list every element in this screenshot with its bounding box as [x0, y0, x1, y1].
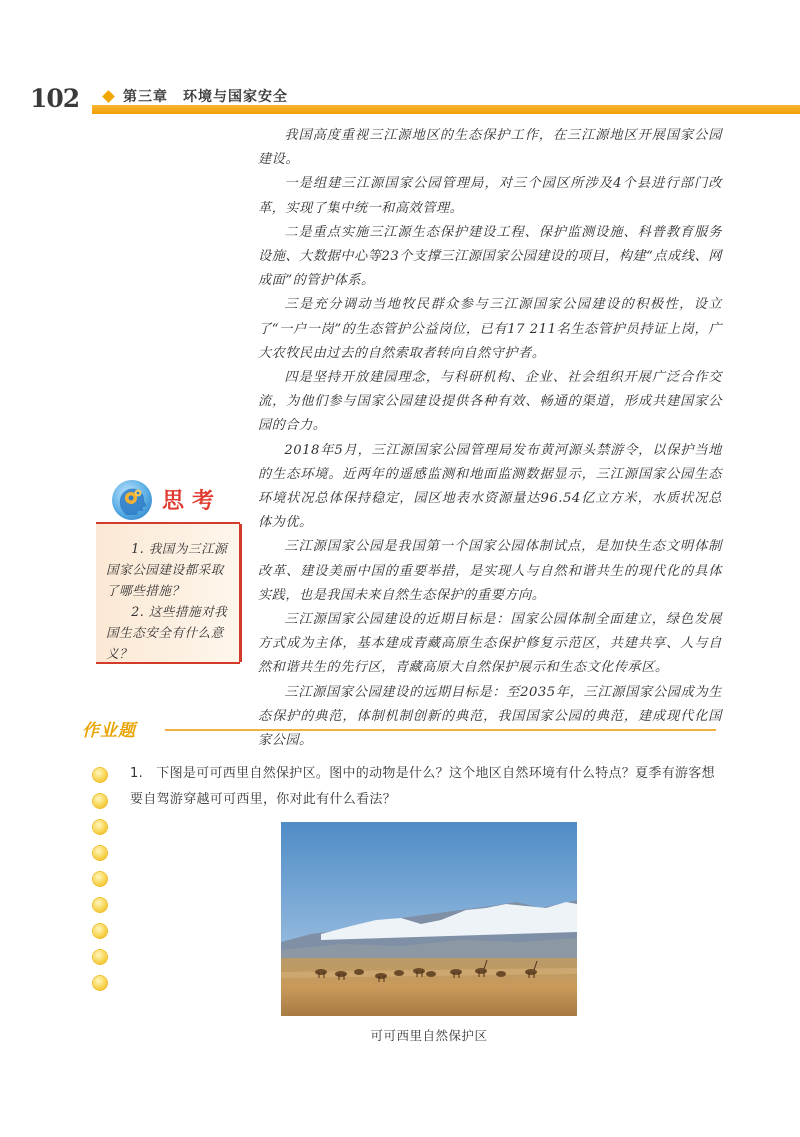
think-label: 思考 — [162, 489, 223, 514]
header-bar — [92, 105, 800, 114]
dot-icon — [93, 846, 107, 860]
think-question: 2. 这些措施对我国生态安全有什么意义？ — [106, 604, 228, 661]
dot-icon — [93, 976, 107, 990]
paragraph: 三是充分调动当地牧民群众参与三江源国家公园建设的积极性，设立了“一户一岗”的生态管护公益岗位，已有17 211名生态管护员持证上岗，广大农牧民由过去的自然索取者转向自然守护者。 — [258, 297, 722, 361]
dot-icon — [93, 872, 107, 886]
diamond-icon — [102, 90, 115, 103]
think-box — [96, 522, 240, 664]
paragraph: 三江源国家公园建设的远期目标是：至2035年，三江源国家公园成为生态保护的典范，体制机制创新的典范，我国国家公园的典范，建成现代化国家公园。 — [258, 684, 722, 749]
homework-divider — [165, 729, 716, 731]
dot-icon — [93, 794, 107, 808]
dot-icon — [93, 924, 107, 938]
paragraph: 我国高度重视三江源地区的生态保护工作，在三江源地区开展国家公园建设。 — [258, 128, 722, 168]
main-text — [258, 124, 722, 753]
dot-icon — [93, 768, 107, 782]
paragraph: 三江源国家公园建设的近期目标是：国家公园体制全面建立，绿色发展方式成为主体，基本建成青藏高原生态保护修复示范区，共建共享、人与自然和谐共生的先行区，青藏高原大自然保护展示和生态文化传承区。 — [258, 612, 722, 676]
think-header — [112, 480, 242, 520]
paragraph: 2018年5月，三江源国家公园管理局发布黄河源头禁游令，以保护当地的生态环境。近两年的遥感监测和地面监测数据显示，三江源国家公园生态环境状况总体保持稳定，园区地表水资源量达96.54亿立方米，水质状况总体为优。 — [258, 442, 722, 531]
paragraph: 四是坚持开放建园理念，与科研机构、企业、社会组织开展广泛合作交流，为他们参与国家公园建设提供各种有效、畅通的渠道，形成共建国家公园的合力。 — [258, 370, 722, 434]
page-number: 102 — [30, 84, 80, 113]
think-questions — [106, 538, 232, 664]
page-header — [0, 78, 800, 118]
paragraph: 二是重点实施三江源生态保护建设工程、保护监测设施、科普教育服务设施、大数据中心等23个支撑三江源国家公园建设的项目，构建“点成线、网成面”的管护体系。 — [258, 224, 722, 289]
homework-question: 1. 下图是可可西里自然保护区。图中的动物是什么？这个地区自然环境有什么特点？夏季有游客想要自驾游穿越可可西里，你对此有什么看法？ — [130, 766, 715, 807]
dot-icon — [93, 950, 107, 964]
paragraph: 一是组建三江源国家公园管理局，对三个园区所涉及4个县进行部门改革，实现了集中统一和高效管理。 — [258, 176, 722, 216]
photo-caption: 可可西里自然保护区 — [370, 1028, 488, 1043]
paragraph: 三江源国家公园是我国第一个国家公园体制试点，是加快生态文明体制改革、建设美丽中国的重要举措，是实现人与自然和谐共生的现代化的具体实践，也是我国未来自然生态保护的重要方向。 — [258, 539, 722, 603]
think-box-border — [239, 524, 242, 662]
think-question: 1. 我国为三江源国家公园建设都采取了哪些措施？ — [106, 541, 228, 598]
homework-title: 作业题 — [82, 721, 136, 741]
head-gears-icon — [112, 480, 152, 520]
bullet-dots — [93, 768, 107, 1002]
chapter-title: 第三章 环境与国家安全 — [123, 89, 288, 105]
homework-text — [130, 761, 722, 813]
dot-icon — [93, 898, 107, 912]
hoh-xil-photo — [281, 822, 577, 1016]
dot-icon — [93, 820, 107, 834]
